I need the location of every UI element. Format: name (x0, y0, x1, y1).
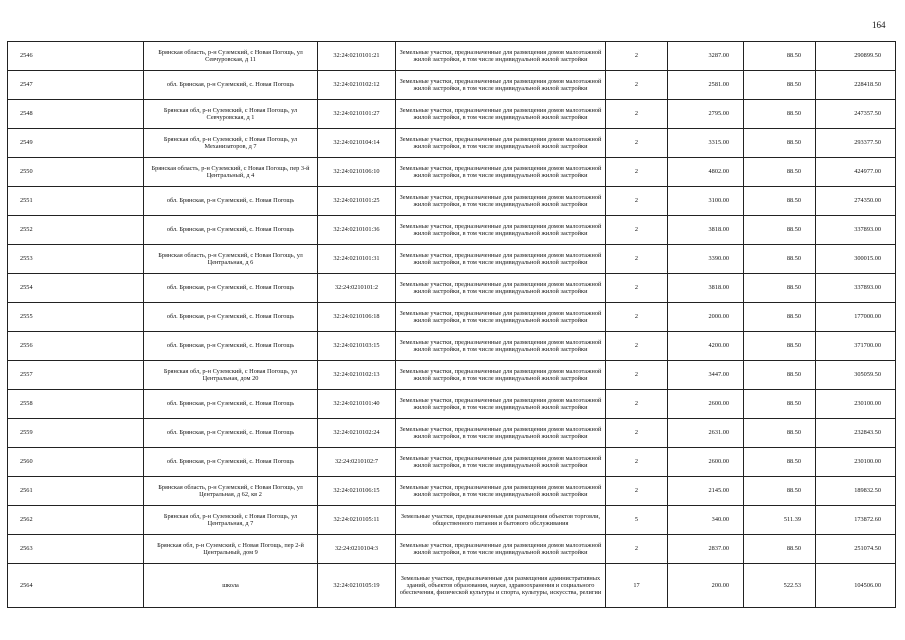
group-number-cell: 2 (606, 216, 668, 245)
address-cell: обл. Брянская, р-н Суземский, с. Новая Погощь (144, 390, 318, 419)
table-row (8, 158, 896, 187)
row-number-cell: 2552 (8, 216, 144, 245)
group-number-cell: 2 (606, 361, 668, 390)
land-use-cell: Земельные участки, предназначенные для размещения домов малоэтажной жилой застройки, в том числе индивидуальной жилой застройки (396, 390, 606, 419)
address-cell: обл. Брянская, р-н Суземский, с. Новая Погощь (144, 274, 318, 303)
cadastral-number-cell: 32:24:0210106:10 (318, 158, 396, 187)
cadastral-value-cell: 189832.50 (816, 477, 896, 506)
cadastral-number-cell: 32:24:0210101:2 (318, 274, 396, 303)
table-row (8, 303, 896, 332)
area-cell: 340.00 (668, 506, 744, 535)
address-cell: обл. Брянская, р-н Суземский, с. Новая Погощь (144, 332, 318, 361)
table-row (8, 477, 896, 506)
cadastral-number-cell: 32:24:0210106:18 (318, 303, 396, 332)
table-row (8, 245, 896, 274)
row-number-cell: 2547 (8, 71, 144, 100)
table-row (8, 42, 896, 71)
table-row (8, 71, 896, 100)
row-number-cell: 2563 (8, 535, 144, 564)
cadastral-number-cell: 32:24:0210104:3 (318, 535, 396, 564)
cadastral-value-cell: 290899.50 (816, 42, 896, 71)
row-number-cell: 2553 (8, 245, 144, 274)
address-cell: Брянская область, р-н Суземский, с Новая Погощь, ул Севчуровская, д 11 (144, 42, 318, 71)
table-row (8, 390, 896, 419)
row-number-cell: 2557 (8, 361, 144, 390)
address-cell: Брянская область, р-н Суземский, с Новая Погощь, пер 3-й Центральный, д 4 (144, 158, 318, 187)
cadastral-value-cell: 247357.50 (816, 100, 896, 129)
page-number: 164 (872, 20, 886, 30)
cadastral-value-cell: 251074.50 (816, 535, 896, 564)
cadastral-value-cell: 305059.50 (816, 361, 896, 390)
area-cell: 3818.00 (668, 216, 744, 245)
area-cell: 3447.00 (668, 361, 744, 390)
specific-value-cell: 88.50 (744, 361, 816, 390)
specific-value-cell: 88.50 (744, 535, 816, 564)
row-number-cell: 2559 (8, 419, 144, 448)
cadastral-number-cell: 32:24:0210102:24 (318, 419, 396, 448)
cadastral-value-cell: 274350.00 (816, 187, 896, 216)
group-number-cell: 2 (606, 42, 668, 71)
group-number-cell: 2 (606, 158, 668, 187)
land-use-cell: Земельные участки, предназначенные для размещения домов малоэтажной жилой застройки, в том числе индивидуальной жилой застройки (396, 216, 606, 245)
area-cell: 2795.00 (668, 100, 744, 129)
row-number-cell: 2562 (8, 506, 144, 535)
area-cell: 2145.00 (668, 477, 744, 506)
cadastral-value-cell: 177000.00 (816, 303, 896, 332)
row-number-cell: 2555 (8, 303, 144, 332)
specific-value-cell: 88.50 (744, 216, 816, 245)
table-row (8, 274, 896, 303)
address-cell: обл. Брянская, р-н Суземский, с. Новая Погощь (144, 71, 318, 100)
land-use-cell: Земельные участки, предназначенные для размещения объектов торговли, общественного питания и бытового обслуживания (396, 506, 606, 535)
specific-value-cell: 88.50 (744, 129, 816, 158)
cadastral-value-cell: 337893.00 (816, 274, 896, 303)
specific-value-cell: 88.50 (744, 390, 816, 419)
land-use-cell: Земельные участки, предназначенные для размещения домов малоэтажной жилой застройки, в том числе индивидуальной жилой застройки (396, 100, 606, 129)
specific-value-cell: 88.50 (744, 332, 816, 361)
specific-value-cell: 88.50 (744, 71, 816, 100)
cadastral-number-cell: 32:24:0210105:11 (318, 506, 396, 535)
area-cell: 2600.00 (668, 390, 744, 419)
row-number-cell: 2558 (8, 390, 144, 419)
group-number-cell: 2 (606, 477, 668, 506)
row-number-cell: 2550 (8, 158, 144, 187)
land-use-cell: Земельные участки, предназначенные для размещения домов малоэтажной жилой застройки, в том числе индивидуальной жилой застройки (396, 187, 606, 216)
address-cell: Брянская обл, р-н Суземский, с Новая Погощь, ул Механизаторов, д 7 (144, 129, 318, 158)
area-cell: 3315.00 (668, 129, 744, 158)
area-cell: 2837.00 (668, 535, 744, 564)
row-number-cell: 2548 (8, 100, 144, 129)
land-use-cell: Земельные участки, предназначенные для размещения домов малоэтажной жилой застройки, в том числе индивидуальной жилой застройки (396, 477, 606, 506)
land-use-cell: Земельные участки, предназначенные для размещения домов малоэтажной жилой застройки, в том числе индивидуальной жилой застройки (396, 535, 606, 564)
group-number-cell: 2 (606, 448, 668, 477)
specific-value-cell: 88.50 (744, 274, 816, 303)
address-cell: обл. Брянская, р-н Суземский, с. Новая Погощь (144, 419, 318, 448)
cadastral-number-cell: 32:24:0210104:14 (318, 129, 396, 158)
group-number-cell: 2 (606, 274, 668, 303)
cadastral-number-cell: 32:24:0210101:36 (318, 216, 396, 245)
cadastral-value-table (7, 41, 896, 608)
group-number-cell: 2 (606, 535, 668, 564)
group-number-cell: 2 (606, 419, 668, 448)
cadastral-number-cell: 32:24:0210102:12 (318, 71, 396, 100)
address-cell: Брянская область, р-н Суземский, с Новая Погощь, ул Центральная, д 62, кв 2 (144, 477, 318, 506)
cadastral-number-cell: 32:24:0210103:15 (318, 332, 396, 361)
cadastral-value-cell: 228418.50 (816, 71, 896, 100)
area-cell: 2631.00 (668, 419, 744, 448)
cadastral-value-cell: 173872.60 (816, 506, 896, 535)
table-body (8, 42, 896, 608)
row-number-cell: 2556 (8, 332, 144, 361)
specific-value-cell: 522.53 (744, 564, 816, 608)
cadastral-value-cell: 232843.50 (816, 419, 896, 448)
address-cell: школа (144, 564, 318, 608)
table-row (8, 129, 896, 158)
table-row (8, 216, 896, 245)
row-number-cell: 2560 (8, 448, 144, 477)
group-number-cell: 2 (606, 332, 668, 361)
address-cell: Брянская область, р-н Суземский, с Новая Погощь, ул Центральная, д 6 (144, 245, 318, 274)
area-cell: 2600.00 (668, 448, 744, 477)
group-number-cell: 2 (606, 100, 668, 129)
address-cell: Брянская обл, р-н Суземский, с Новая Погощь, пер 2-й Центральный, дом 9 (144, 535, 318, 564)
area-cell: 4802.00 (668, 158, 744, 187)
land-use-cell: Земельные участки, предназначенные для размещения домов малоэтажной жилой застройки, в том числе индивидуальной жилой застройки (396, 245, 606, 274)
cadastral-number-cell: 32:24:0210101:25 (318, 187, 396, 216)
table-row (8, 564, 896, 608)
area-cell: 4200.00 (668, 332, 744, 361)
cadastral-value-cell: 230100.00 (816, 390, 896, 419)
cadastral-value-cell: 230100.00 (816, 448, 896, 477)
group-number-cell: 2 (606, 187, 668, 216)
area-cell: 3287.00 (668, 42, 744, 71)
table-row (8, 535, 896, 564)
cadastral-value-cell: 371700.00 (816, 332, 896, 361)
address-cell: Брянская обл, р-н Суземский, с Новая Погощь, ул Центральная, дом 20 (144, 361, 318, 390)
row-number-cell: 2546 (8, 42, 144, 71)
land-use-cell: Земельные участки, предназначенные для размещения домов малоэтажной жилой застройки, в том числе индивидуальной жилой застройки (396, 42, 606, 71)
specific-value-cell: 88.50 (744, 245, 816, 274)
specific-value-cell: 88.50 (744, 419, 816, 448)
land-use-cell: Земельные участки, предназначенные для размещения административных зданий, объектов образования, науки, здравоохранения и социального обеспечения, физической культуры и спорта, культуры, искусства, религии (396, 564, 606, 608)
cadastral-number-cell: 32:24:0210101:31 (318, 245, 396, 274)
address-cell: Брянская обл, р-н Суземский, с Новая Погощь, ул Центральная, д 7 (144, 506, 318, 535)
cadastral-number-cell: 32:24:0210101:27 (318, 100, 396, 129)
cadastral-number-cell: 32:24:0210101:21 (318, 42, 396, 71)
group-number-cell: 2 (606, 390, 668, 419)
cadastral-value-cell: 104506.00 (816, 564, 896, 608)
table-row (8, 506, 896, 535)
group-number-cell: 2 (606, 129, 668, 158)
area-cell: 2000.00 (668, 303, 744, 332)
address-cell: обл. Брянская, р-н Суземский, с. Новая Погощь (144, 187, 318, 216)
cadastral-number-cell: 32:24:0210101:40 (318, 390, 396, 419)
specific-value-cell: 88.50 (744, 303, 816, 332)
land-use-cell: Земельные участки, предназначенные для размещения домов малоэтажной жилой застройки, в том числе индивидуальной жилой застройки (396, 448, 606, 477)
land-use-cell: Земельные участки, предназначенные для размещения домов малоэтажной жилой застройки, в том числе индивидуальной жилой застройки (396, 274, 606, 303)
cadastral-value-cell: 300015.00 (816, 245, 896, 274)
land-use-cell: Земельные участки, предназначенные для размещения домов малоэтажной жилой застройки, в том числе индивидуальной жилой застройки (396, 332, 606, 361)
land-use-cell: Земельные участки, предназначенные для размещения домов малоэтажной жилой застройки, в том числе индивидуальной жилой застройки (396, 303, 606, 332)
group-number-cell: 2 (606, 245, 668, 274)
land-use-cell: Земельные участки, предназначенные для размещения домов малоэтажной жилой застройки, в том числе индивидуальной жилой застройки (396, 129, 606, 158)
land-use-cell: Земельные участки, предназначенные для размещения домов малоэтажной жилой застройки, в том числе индивидуальной жилой застройки (396, 419, 606, 448)
table-row (8, 332, 896, 361)
specific-value-cell: 88.50 (744, 477, 816, 506)
group-number-cell: 2 (606, 303, 668, 332)
land-use-cell: Земельные участки, предназначенные для размещения домов малоэтажной жилой застройки, в том числе индивидуальной жилой застройки (396, 158, 606, 187)
area-cell: 3100.00 (668, 187, 744, 216)
area-cell: 2581.00 (668, 71, 744, 100)
cadastral-value-cell: 293377.50 (816, 129, 896, 158)
address-cell: Брянская обл, р-н Суземский, с Новая Погощь, ул Севчуровская, д 1 (144, 100, 318, 129)
specific-value-cell: 88.50 (744, 42, 816, 71)
table-row (8, 100, 896, 129)
address-cell: обл. Брянская, р-н Суземский, с. Новая Погощь (144, 448, 318, 477)
cadastral-value-cell: 337893.00 (816, 216, 896, 245)
area-cell: 200.00 (668, 564, 744, 608)
cadastral-number-cell: 32:24:0210106:15 (318, 477, 396, 506)
row-number-cell: 2554 (8, 274, 144, 303)
specific-value-cell: 88.50 (744, 100, 816, 129)
group-number-cell: 17 (606, 564, 668, 608)
specific-value-cell: 88.50 (744, 187, 816, 216)
table-row (8, 361, 896, 390)
land-use-cell: Земельные участки, предназначенные для размещения домов малоэтажной жилой застройки, в том числе индивидуальной жилой застройки (396, 71, 606, 100)
table-row (8, 187, 896, 216)
row-number-cell: 2551 (8, 187, 144, 216)
specific-value-cell: 511.39 (744, 506, 816, 535)
cadastral-number-cell: 32:24:0210102:7 (318, 448, 396, 477)
area-cell: 3390.00 (668, 245, 744, 274)
group-number-cell: 5 (606, 506, 668, 535)
table-row (8, 419, 896, 448)
row-number-cell: 2561 (8, 477, 144, 506)
row-number-cell: 2564 (8, 564, 144, 608)
address-cell: обл. Брянская, р-н Суземский, с. Новая Погощь (144, 216, 318, 245)
row-number-cell: 2549 (8, 129, 144, 158)
specific-value-cell: 88.50 (744, 448, 816, 477)
address-cell: обл. Брянская, р-н Суземский, с. Новая Погощь (144, 303, 318, 332)
cadastral-number-cell: 32:24:0210102:13 (318, 361, 396, 390)
specific-value-cell: 88.50 (744, 158, 816, 187)
land-use-cell: Земельные участки, предназначенные для размещения домов малоэтажной жилой застройки, в том числе индивидуальной жилой застройки (396, 361, 606, 390)
cadastral-number-cell: 32:24:0210105:19 (318, 564, 396, 608)
cadastral-value-cell: 424977.00 (816, 158, 896, 187)
area-cell: 3818.00 (668, 274, 744, 303)
group-number-cell: 2 (606, 71, 668, 100)
table-row (8, 448, 896, 477)
